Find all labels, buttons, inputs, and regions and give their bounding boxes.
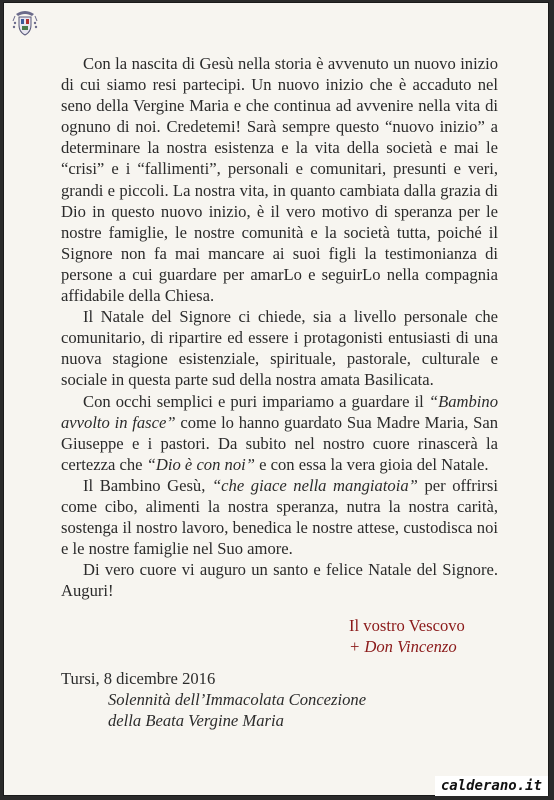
text-run: Con la nascita di Gesù nella storia è avvenuto un nuovo inizio di cui siamo resi partecipi. Un nuovo inizio che è accaduto nel seno della Vergine Maria e che continua ad avvenire nella vita di ognuno di noi. Credetemi! Sarà sempre questo “nuovo inizio” a determinare la nostra esistenza e la vita della società e mai le “crisi” e i “fallimenti”, personali e comunitari, presunti e veri, grandi e piccoli. La nostra vita, in quanto cambiata dalla grazia di Dio in questo nuovo inizio, è il vero motivo di speranza per le nostre famiglie, le nostre comunità e la società tutta, poiché il Signore non fa mai mancare ai suoi figli la testimonianza di persone a cui guardare per amarLo e seguirLo nella compagnia affidabile della Chiesa. [61, 54, 498, 306]
source-watermark: calderano.it [435, 776, 548, 796]
text-run: come lo hanno guardato Sua Madre Maria, San Giuseppe e i pastori. Da subito nel nostro cuore rinascerà la certezza che [61, 412, 499, 474]
dateline [61, 668, 366, 731]
signature-closing: Il vostro Vescovo [349, 616, 465, 635]
text-run: Il Natale del Signore ci chiede, sia a livello personale che comunitario, di ripartire ed essere i protagonisti entusiasti di una nuova stagione esistenziale, spirituale, pastorale, culturale e sociale in questa parte sud della nostra amata Basilicata. [61, 307, 498, 390]
letter-paragraph [61, 559, 498, 601]
place-date: Tursi, 8 dicembre 2016 [61, 669, 216, 688]
occasion-line-1: Solennità dell’Immacolata Concezione [108, 690, 367, 709]
text-run: e con essa la vera gioia del Natale. [254, 454, 489, 474]
signature-name: + Don Vincenzo [349, 637, 457, 656]
letter-body [61, 53, 498, 601]
signature-block [349, 615, 465, 657]
quoted-phrase: “che giace nella mangiatoia” [211, 475, 418, 495]
text-run: Con occhi semplici e puri impariamo a guardare il [83, 391, 429, 411]
letter-paragraph [61, 306, 498, 390]
episcopal-crest-icon [11, 7, 39, 39]
text-run: per offrirsi come cibo, alimenti la nostra speranza, nutra la nostra carità, sostenga il nostro lavoro, benedica le nostre attese, custodisca noi e le nostre famiglie nel Suo amore. [61, 475, 498, 559]
text-run: Il Bambino Gesù, [83, 475, 212, 495]
letter-page [3, 2, 549, 796]
letter-paragraph [61, 475, 498, 559]
letter-paragraph [61, 53, 498, 306]
text-run: Di vero cuore vi auguro un santo e felice Natale del Signore. Auguri! [61, 560, 498, 601]
quoted-phrase: “Dio è con noi” [146, 454, 255, 474]
letter-paragraph [61, 391, 498, 475]
quoted-phrase: “Bambino avvolto in fasce” [61, 391, 498, 432]
occasion-line-2: della Beata Vergine Maria [108, 711, 284, 730]
